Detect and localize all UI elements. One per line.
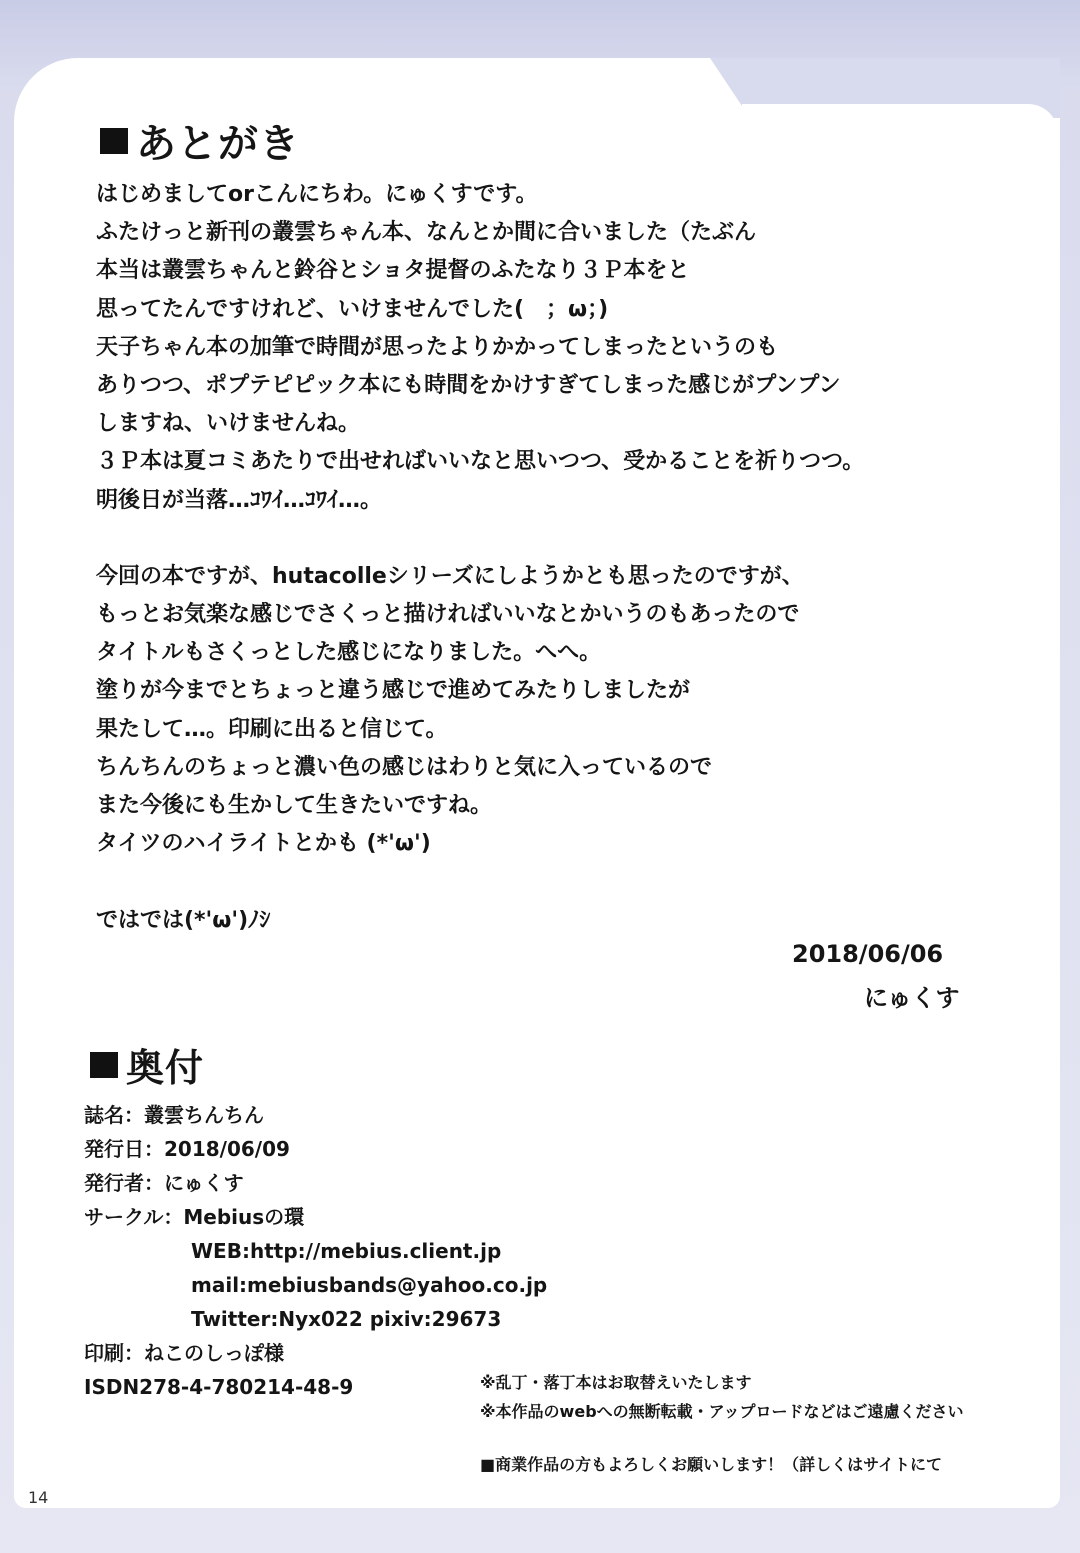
colophon-web: WEB:http://mebius.client.jp bbox=[191, 1239, 502, 1263]
colophon-printer: 印刷：ねこのしっぽ様 bbox=[84, 1341, 284, 1365]
afterword-line: また今後にも生かして生きたいですね。 bbox=[96, 793, 493, 818]
afterword-line: 明後日が当落…ｺﾜｲ…ｺﾜｲ…。 bbox=[96, 487, 383, 513]
afterword-line: 塗りが今までとちょっと違う感じで進めてみたりしましたが bbox=[96, 678, 691, 704]
afterword-line: ちんちんのちょっと濃い色の感じはわりと気に入っているので bbox=[96, 754, 713, 780]
colophon-circle: サークル：Mebiusの環 bbox=[84, 1205, 305, 1229]
colophon-details bbox=[84, 1098, 547, 1404]
afterword-line: 果たして…。印刷に出ると信じて。 bbox=[96, 716, 448, 742]
afterword-line: もっとお気楽な感じでさくっと描ければいいなとかいうのもあったので bbox=[96, 602, 800, 628]
colophon-publish-date: 発行日：2018/06/09 bbox=[84, 1137, 290, 1161]
afterword-signature: にゅくす bbox=[864, 984, 960, 1012]
colophon-isbn: ISDN278-4-780214-48-9 bbox=[84, 1375, 354, 1399]
afterword-line: ふたけっと新刊の叢雲ちゃん本、なんとか間に合いました（たぶん bbox=[96, 220, 757, 246]
colophon-heading bbox=[90, 1037, 204, 1092]
afterword-line: ３Ｐ本は夏コミあたりで出せればいいなと思いつつ、受かることを祈りつつ。 bbox=[96, 449, 865, 475]
afterword-line: 今回の本ですが、hutacolleシリーズにしようかとも思ったのですが、 bbox=[96, 563, 804, 589]
colophon-mail: mail:mebiusbands@yahoo.co.jp bbox=[191, 1273, 548, 1297]
afterword-body bbox=[96, 176, 996, 940]
afterword-line: 思ってたんですけれど、いけませんでした( ；ω；) bbox=[96, 296, 609, 322]
square-bullet-icon bbox=[90, 1052, 118, 1078]
card-tab-edge bbox=[742, 104, 1058, 144]
afterword-date: 2018/06/06 bbox=[792, 940, 944, 968]
promo-note: ■商業作品の方もよろしくお願いします！（詳しくはサイトにて bbox=[480, 1455, 942, 1474]
afterword-line: タイトルもさくっとした感じになりました。へへ。 bbox=[96, 640, 602, 666]
afterword-line: ではでは(*'ω')ﾉｼ bbox=[96, 907, 271, 933]
afterword-line: はじめましてorこんにちわ。にゅくすです。 bbox=[96, 182, 538, 207]
legal-note: ※乱丁・落丁本はお取替えいたします bbox=[480, 1373, 752, 1392]
afterword-line bbox=[96, 863, 996, 901]
colophon-social: Twitter:Nyx022 pixiv:29673 bbox=[191, 1307, 502, 1331]
afterword-line: タイツのハイライトとかも (*'ω') bbox=[96, 831, 431, 857]
afterword-line: しますね、いけませんね。 bbox=[96, 411, 361, 437]
colophon-publisher: 発行者：にゅくす bbox=[84, 1171, 244, 1195]
page-number: 14 bbox=[28, 1488, 49, 1507]
colophon-title: 奥付 bbox=[126, 1046, 205, 1090]
legal-notes bbox=[480, 1368, 964, 1426]
afterword-title: あとがき bbox=[136, 121, 300, 167]
legal-note: ※本作品のwebへの無断転載・アップロードなどはご遠慮ください bbox=[480, 1402, 964, 1421]
square-bullet-icon bbox=[100, 128, 128, 154]
afterword-line bbox=[96, 520, 996, 558]
colophon-book-title: 誌名：叢雲ちんちん bbox=[84, 1103, 264, 1127]
afterword-line: 天子ちゃん本の加筆で時間が思ったよりかかってしまったというのも bbox=[96, 334, 779, 360]
afterword-line: 本当は叢雲ちゃんと鈴谷とショタ提督のふたなり３Ｐ本をと bbox=[96, 258, 690, 284]
afterword-line: ありつつ、ポプテピピック本にも時間をかけすぎてしまった感じがプンプン bbox=[96, 372, 841, 398]
afterword-heading bbox=[100, 112, 300, 169]
